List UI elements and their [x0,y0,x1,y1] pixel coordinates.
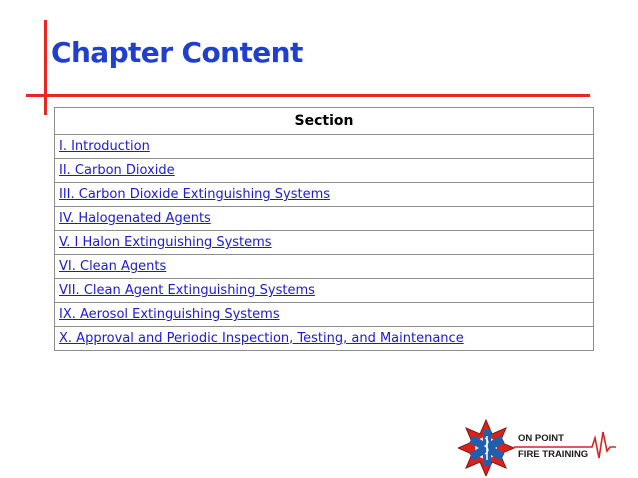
table-cell [55,279,594,303]
table-row [55,303,594,327]
section-link-approval-inspection-testing-maintenance[interactable]: X. Approval and Periodic Inspection, Testing, and Maintenance [59,331,464,346]
table-row [55,231,594,255]
slide-title: Chapter Content [51,36,303,69]
table-cell [55,183,594,207]
table-row [55,159,594,183]
section-link-clean-agents[interactable]: VI. Clean Agents [59,259,167,274]
section-link-introduction[interactable]: I. Introduction [59,139,150,154]
table-cell [55,207,594,231]
section-link-aerosol-extinguishing-systems[interactable]: IX. Aerosol Extinguishing Systems [59,307,280,322]
logo-text-line1: ON POINT [518,433,564,444]
table-cell [55,231,594,255]
logo-text-line2: FIRE TRAINING [518,449,589,460]
table-row [55,207,594,231]
section-link-halon-extinguishing-systems[interactable]: V. I Halon Extinguishing Systems [59,235,272,250]
table-row [55,279,594,303]
table-header-section: Section [55,108,594,135]
table-row [55,183,594,207]
section-table [54,107,594,351]
table-row [55,135,594,159]
table-cell [55,303,594,327]
table-row [55,255,594,279]
table-cell [55,255,594,279]
section-link-carbon-dioxide[interactable]: II. Carbon Dioxide [59,163,175,178]
section-link-clean-agent-extinguishing-systems[interactable]: VII. Clean Agent Extinguishing Systems [59,283,315,298]
title-accent-horizontal-line [26,94,590,97]
on-point-fire-training-logo [458,418,618,476]
heartbeat-pulse-icon [586,432,616,458]
table-cell [55,327,594,351]
section-link-halogenated-agents[interactable]: IV. Halogenated Agents [59,211,211,226]
title-accent-vertical-line [44,20,47,115]
section-link-co2-extinguishing-systems[interactable]: III. Carbon Dioxide Extinguishing Systems [59,187,331,202]
table-cell [55,159,594,183]
table-header-row [55,108,594,135]
table-cell [55,135,594,159]
table-row [55,327,594,351]
